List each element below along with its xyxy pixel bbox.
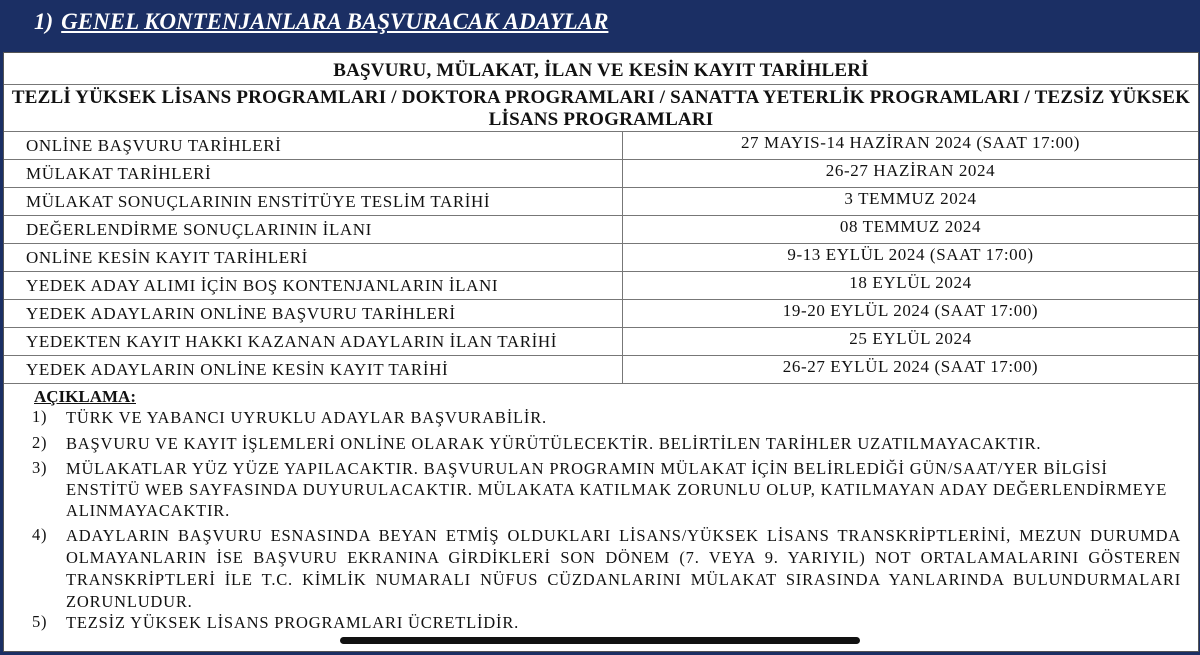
note-number: 1) (32, 407, 48, 426)
note-text: TEZSİZ YÜKSEK LİSANS PROGRAMLARI ÜCRETLİDİR. (66, 613, 520, 632)
table-row (4, 188, 1198, 216)
table-row (4, 356, 1198, 384)
table-row (4, 272, 1198, 300)
schedule-table (4, 131, 1198, 384)
schedule-value: 18 EYLÜL 2024 (623, 272, 1199, 300)
schedule-label: DEĞERLENDİRME SONUÇLARININ İLANI (4, 216, 623, 244)
schedule-value: 08 TEMMUZ 2024 (623, 216, 1199, 244)
note-text: ADAYLARIN BAŞVURU ESNASINDA BEYAN ETMİŞ OLDUKLARI LİSANS/YÜKSEK LİSANS TRANSKRİPTLERİNİ, MEZUN DURUMDA OLMAYANLARIN İSE BAŞVURU EKRANINA GİRDİKLERİ SON DÖNEM (7. VEYA 9. YARIYIL) NOT ORTALAMALARINI GÖSTEREN TRANSKRİPTLERİ İLE T.C. KİMLİK NUMARALI NÜFUS CÜZDANLARINI MÜLAKAT SIRASINDA YANLARINDA BULUNDURMALARI ZORUNLUDUR. (66, 526, 1181, 611)
schedule-value: 19-20 EYLÜL 2024 (SAAT 17:00) (623, 300, 1199, 328)
note-text: MÜLAKATLAR YÜZ YÜZE YAPILACAKTIR. BAŞVURULAN PROGRAMIN MÜLAKAT İÇİN BELİRLEDİĞİ GÜN/SAAT/YER BİLGİSİ ENSTİTÜ WEB SAYFASINDA DUYURULACAKTIR. MÜLAKATA KATILMAK ZORUNLU OLUP, KATILMAYAN ADAY DEĞERLENDİRMEYE ALINMAYACAKTIR. (66, 459, 1168, 520)
schedule-label: YEDEK ADAY ALIMI İÇİN BOŞ KONTENJANLARIN İLANI (4, 272, 623, 300)
note-text: BAŞVURU VE KAYIT İŞLEMLERİ ONLİNE OLARAK YÜRÜTÜLECEKTİR. BELİRTİLEN TARİHLER UZATILMAYACAKTIR. (66, 434, 1042, 453)
notes-heading: AÇIKLAMA: (34, 387, 136, 406)
section-title: BAŞVURU, MÜLAKAT, İLAN VE KESİN KAYIT TARİHLERİ (333, 60, 869, 81)
divider (4, 84, 1198, 85)
table-row (4, 328, 1198, 356)
content-panel (3, 52, 1199, 652)
header-title (34, 9, 608, 35)
schedule-value: 9-13 EYLÜL 2024 (SAAT 17:00) (623, 244, 1199, 272)
schedule-value: 3 TEMMUZ 2024 (623, 188, 1199, 216)
home-indicator[interactable] (340, 637, 860, 644)
table-row (4, 160, 1198, 188)
header-number: 1) (34, 9, 54, 34)
schedule-value: 25 EYLÜL 2024 (623, 328, 1199, 356)
schedule-label: MÜLAKAT SONUÇLARININ ENSTİTÜYE TESLİM TARİHİ (4, 188, 623, 216)
schedule-value: 26-27 EYLÜL 2024 (SAAT 17:00) (623, 356, 1199, 384)
schedule-label: MÜLAKAT TARİHLERİ (4, 160, 623, 188)
schedule-value: 26-27 HAZİRAN 2024 (623, 160, 1199, 188)
schedule-label: YEDEK ADAYLARIN ONLİNE BAŞVURU TARİHLERİ (4, 300, 623, 328)
note-text: TÜRK VE YABANCI UYRUKLU ADAYLAR BAŞVURABİLİR. (66, 408, 547, 427)
schedule-label: YEDEK ADAYLARIN ONLİNE KESİN KAYIT TARİHİ (4, 356, 623, 384)
header-banner (0, 0, 1200, 50)
note-number: 3) (32, 458, 48, 477)
table-row (4, 216, 1198, 244)
schedule-label: ONLİNE KESİN KAYIT TARİHLERİ (4, 244, 623, 272)
schedule-label: ONLİNE BAŞVURU TARİHLERİ (4, 132, 623, 160)
header-title-text: GENEL KONTENJANLARA BAŞVURACAK ADAYLAR (61, 9, 609, 34)
note-number: 5) (32, 612, 48, 631)
table-row (4, 132, 1198, 160)
schedule-label: YEDEKTEN KAYIT HAKKI KAZANAN ADAYLARIN İLAN TARİHİ (4, 328, 623, 356)
programs-title: TEZLİ YÜKSEK LİSANS PROGRAMLARI / DOKTORA PROGRAMLARI / SANATTA YETERLİK PROGRAMLARI / TEZSİZ YÜKSEK LİSANS PROGRAMLARI (11, 87, 1191, 130)
schedule-value: 27 MAYIS-14 HAZİRAN 2024 (SAAT 17:00) (623, 132, 1199, 160)
table-row (4, 300, 1198, 328)
note-number: 4) (32, 525, 48, 544)
table-row (4, 244, 1198, 272)
note-number: 2) (32, 433, 48, 452)
